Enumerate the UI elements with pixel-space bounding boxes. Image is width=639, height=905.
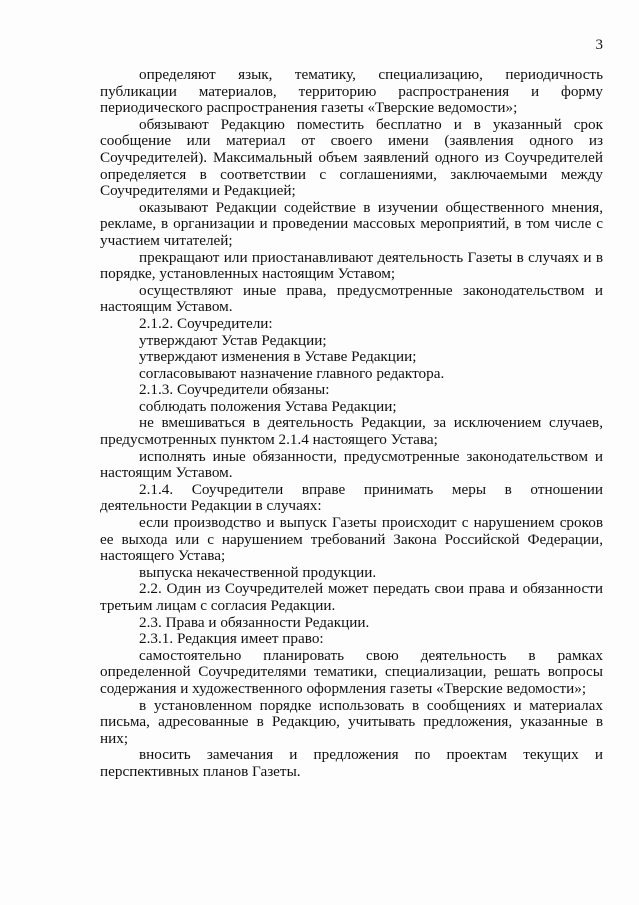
paragraph: исполнять иные обязанности, предусмотренные законодательством и настоящим Уставом. bbox=[100, 447, 603, 482]
paragraph: самостоятельно планировать свою деятельность в рамках определенной Соучредителями тематики, специализации, решать вопросы содержания и художественного оформления газеты «Тверские ведомости»; bbox=[100, 646, 603, 697]
paragraph: в установленном порядке использовать в сообщениях и материалах письма, адресованные в Редакцию, учитывать предложения, указанные в них; bbox=[100, 696, 603, 747]
page-number: 3 bbox=[595, 37, 603, 53]
section-heading: 2.1.3. Соучредители обязаны: bbox=[139, 381, 330, 399]
paragraph: обязывают Редакцию поместить бесплатно и в указанный срок сообщение или материал от своего имени (заявления одного из Соучредителей). Максимальный объем заявлений одного из Соучредителей определяется в соответствии с соглашениями, заключаемыми между Соучредителями и Редакцией; bbox=[100, 115, 603, 200]
paragraph: осуществляют иные права, предусмотренные законодательством и настоящим Уставом. bbox=[100, 281, 603, 316]
paragraph: прекращают или приостанавливают деятельность Газеты в случаях и в порядке, установленных настоящим Уставом; bbox=[100, 248, 603, 283]
paragraph: не вмешиваться в деятельность Редакции, за исключением случаев, предусмотренных пунктом 2.1.4 настоящего Устава; bbox=[100, 414, 603, 449]
section-heading: 2.1.2. Соучредители: bbox=[139, 314, 273, 332]
paragraph: вносить замечания и предложения по проектам текущих и перспективных планов Газеты. bbox=[100, 746, 603, 780]
paragraph: выпуска некачественной продукции. bbox=[139, 563, 377, 581]
paragraph: оказывают Редакции содействие в изучении общественного мнения, рекламе, в организации и проведении массовых мероприятий, в том числе с участием читателей; bbox=[100, 198, 603, 249]
paragraph: утверждают Устав Редакции; bbox=[139, 331, 327, 349]
document-body bbox=[100, 67, 603, 781]
paragraph: определяют язык, тематику, специализацию, периодичность публикации материалов, территорию распространения и форму периодического распространения газеты «Тверские ведомости»; bbox=[100, 66, 603, 117]
paragraph: соблюдать положения Устава Редакции; bbox=[139, 397, 397, 415]
section-heading: 2.3.1. Редакция имеет право: bbox=[139, 630, 324, 648]
section-heading: 2.3. Права и обязанности Редакции. bbox=[139, 613, 370, 631]
paragraph: если производство и выпуск Газеты происходит с нарушением сроков ее выхода или с нарушением требований Закона Российской Федерации, настоящего Устава; bbox=[100, 514, 603, 565]
section-heading: 2.2. Один из Соучредителей может передать свои права и обязанности третьим лицам с согласия Редакции. bbox=[100, 580, 603, 614]
paragraph: согласовывают назначение главного редактора. bbox=[139, 364, 445, 382]
section-heading: 2.1.4. Соучредители вправе принимать меры в отношении деятельности Редакции в случаях: bbox=[100, 480, 603, 515]
paragraph: утверждают изменения в Уставе Редакции; bbox=[139, 348, 417, 366]
